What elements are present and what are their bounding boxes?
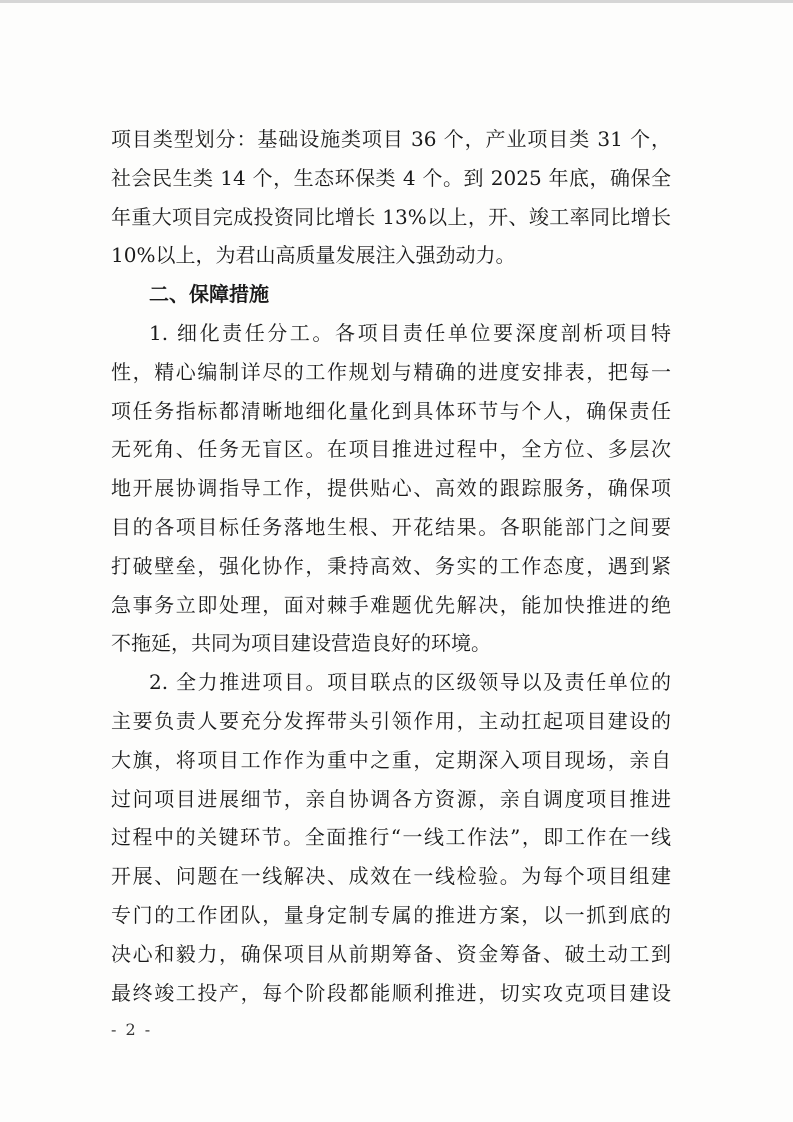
text-line: 过程中的关键环节。全面推行“一线工作法”，即工作在一线	[111, 825, 671, 850]
text-line: 性，精心编制详尽的工作规划与精确的进度安排表，把每一	[111, 359, 671, 384]
text-line: 无死角、任务无盲区。在项目推进过程中，全方位、多层次	[111, 437, 671, 462]
text-line: 1. 细化责任分工。各项目责任单位要深度剖析项目特	[149, 320, 671, 345]
text-line: 决心和毅力，确保项目从前期筹备、资金筹备、破土动工到	[111, 941, 671, 966]
text-line: 不拖延，共同为项目建设营造良好的环境。	[111, 631, 491, 656]
text-line: 专门的工作团队，量身定制专属的推进方案，以一抓到底的	[111, 902, 671, 927]
text-line: 目的各项目标任务落地生根、开花结果。各职能部门之间要	[111, 514, 671, 539]
text-line: 开展、问题在一线解决、成效在一线检验。为每个项目组建	[111, 864, 671, 889]
text-line: 10%以上，为君山高质量发展注入强劲动力。	[111, 243, 516, 268]
text-line: 过问项目进展细节，亲自协调各方资源，亲自调度项目推进	[111, 786, 671, 811]
section-heading: 二、保障措施	[149, 282, 269, 307]
text-line: 2. 全力推进项目。项目联点的区级领导以及责任单位的	[149, 670, 671, 695]
text-line: 社会民生类 14 个，生态环保类 4 个。到 2025 年底，确保全	[111, 165, 671, 190]
text-line: 大旗，将项目工作作为重中之重，定期深入项目现场，亲自	[111, 747, 671, 772]
text-line: 地开展协调指导工作，提供贴心、高效的跟踪服务，确保项	[111, 476, 671, 501]
text-line: 主要负责人要充分发挥带头引领作用，主动扛起项目建设的	[111, 708, 671, 733]
text-line: 急事务立即处理，面对棘手难题优先解决，能加快推进的绝	[111, 592, 671, 617]
text-line: 项目类型划分：基础设施类项目 36 个，产业项目类 31 个，	[111, 127, 671, 151]
text-line: 打破壁垒，强化协作，秉持高效、务实的工作态度，遇到紧	[111, 553, 671, 578]
scan-top-edge	[0, 0, 793, 3]
page-number: - 2 -	[111, 1020, 153, 1039]
text-line: 最终竣工投产，每个阶段都能顺利推进，切实攻克项目建设	[111, 980, 671, 1005]
text-line: 年重大项目完成投资同比增长 13%以上，开、竣工率同比增长	[111, 204, 671, 229]
text-line: 项任务指标都清晰地细化量化到具体环节与个人，确保责任	[111, 398, 671, 423]
document-body	[111, 120, 671, 1012]
